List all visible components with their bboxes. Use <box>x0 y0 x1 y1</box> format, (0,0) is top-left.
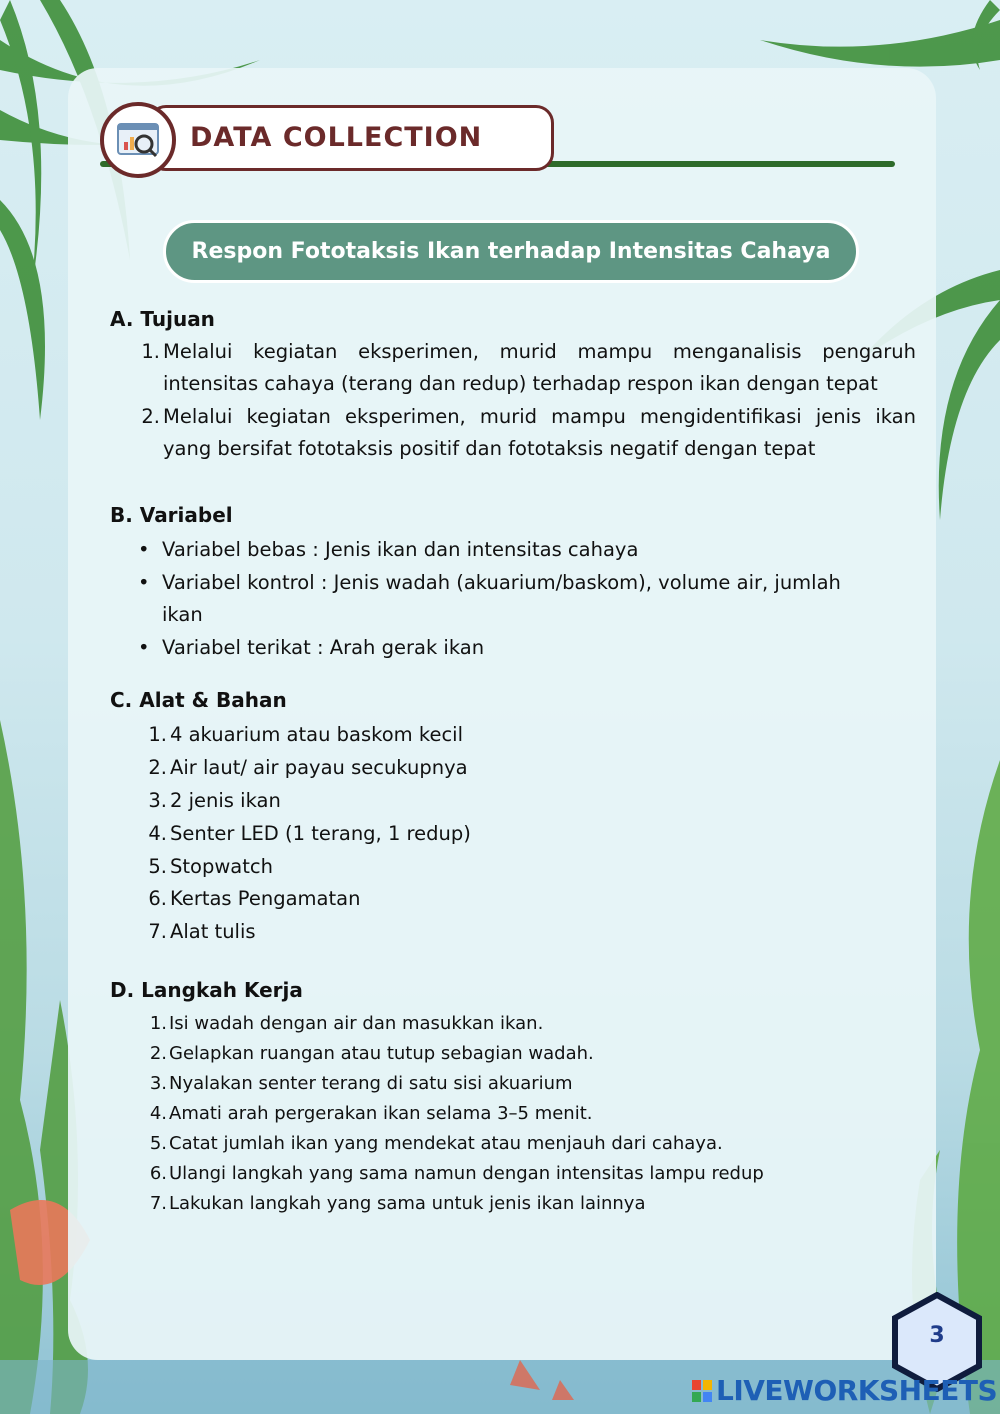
item-number: 4. <box>149 1103 167 1124</box>
topic-banner: Respon Fototaksis Ikan terhadap Intensitas Cahaya <box>163 220 859 283</box>
item-text: Lakukan langkah yang sama untuk jenis ikan lainnya <box>169 1193 646 1214</box>
item-number: 5. <box>149 1133 167 1154</box>
item-number: 6. <box>149 1163 167 1184</box>
item-number: 5. <box>148 855 167 878</box>
item-text: Catat jumlah ikan yang mendekat atau menjauh dari cahaya. <box>169 1133 723 1154</box>
item-number: 7. <box>148 920 167 943</box>
item-text: Stopwatch <box>170 855 273 878</box>
item-number: 2. <box>149 1043 167 1064</box>
item-text: Air laut/ air payau secukupnya <box>170 756 468 779</box>
bullet-icon: • <box>138 636 150 659</box>
item-text: Variabel terikat : Arah gerak ikan <box>162 636 485 659</box>
page-number: 3 <box>929 1323 945 1348</box>
item-text: 2 jenis ikan <box>170 789 281 812</box>
item-text: Nyalakan senter terang di satu sisi akuarium <box>169 1073 573 1094</box>
item-number: 1. <box>148 723 167 746</box>
item-text: Alat tulis <box>170 920 256 943</box>
section-title-alat: C. Alat & Bahan <box>110 688 287 712</box>
item-text: ikan <box>162 603 203 626</box>
item-text: Gelapkan ruangan atau tutup sebagian wadah. <box>169 1043 594 1064</box>
item-number: 3. <box>148 789 167 812</box>
item-text: Ulangi langkah yang sama namun dengan intensitas lampu redup <box>169 1163 764 1184</box>
item-number: 1. <box>149 1013 167 1034</box>
item-text: Amati arah pergerakan ikan selama 3–5 menit. <box>169 1103 593 1124</box>
section-title-langkah: D. Langkah Kerja <box>110 978 303 1002</box>
item-number: 2. <box>141 405 160 428</box>
item-text: intensitas cahaya (terang dan redup) terhadap respon ikan dengan tepat <box>163 372 878 395</box>
item-text: Senter LED (1 terang, 1 redup) <box>170 822 471 845</box>
item-text: Kertas Pengamatan <box>170 887 361 910</box>
item-text: Melalui kegiatan eksperimen, murid mampu mengidentifikasi jenis ikan <box>163 405 916 428</box>
item-number: 7. <box>149 1193 167 1214</box>
item-number: 1. <box>141 340 160 363</box>
item-text: 4 akuarium atau baskom kecil <box>170 723 464 746</box>
item-number: 4. <box>148 822 167 845</box>
header-title: DATA COLLECTION <box>190 122 483 153</box>
bullet-icon: • <box>138 571 150 594</box>
section-title-variabel: B. Variabel <box>110 503 233 527</box>
bullet-icon: • <box>138 538 150 561</box>
brand-name[interactable]: LIVEWORKSHEETS <box>716 1374 998 1407</box>
item-text: yang bersifat fototaksis positif dan fototaksis negatif dengan tepat <box>163 437 816 460</box>
item-text: Melalui kegiatan eksperimen, murid mampu menganalisis pengaruh <box>163 340 916 363</box>
section-title-tujuan: A. Tujuan <box>110 307 215 331</box>
item-number: 3. <box>149 1073 167 1094</box>
chart-magnifier-icon <box>100 102 176 178</box>
item-text: Variabel kontrol : Jenis wadah (akuarium/baskom), volume air, jumlah <box>162 571 841 594</box>
item-text: Variabel bebas : Jenis ikan dan intensitas cahaya <box>162 538 639 561</box>
item-number: 2. <box>148 756 167 779</box>
liveworksheets-logo-icon <box>692 1380 712 1402</box>
item-number: 6. <box>148 887 167 910</box>
item-text: Isi wadah dengan air dan masukkan ikan. <box>169 1013 544 1034</box>
